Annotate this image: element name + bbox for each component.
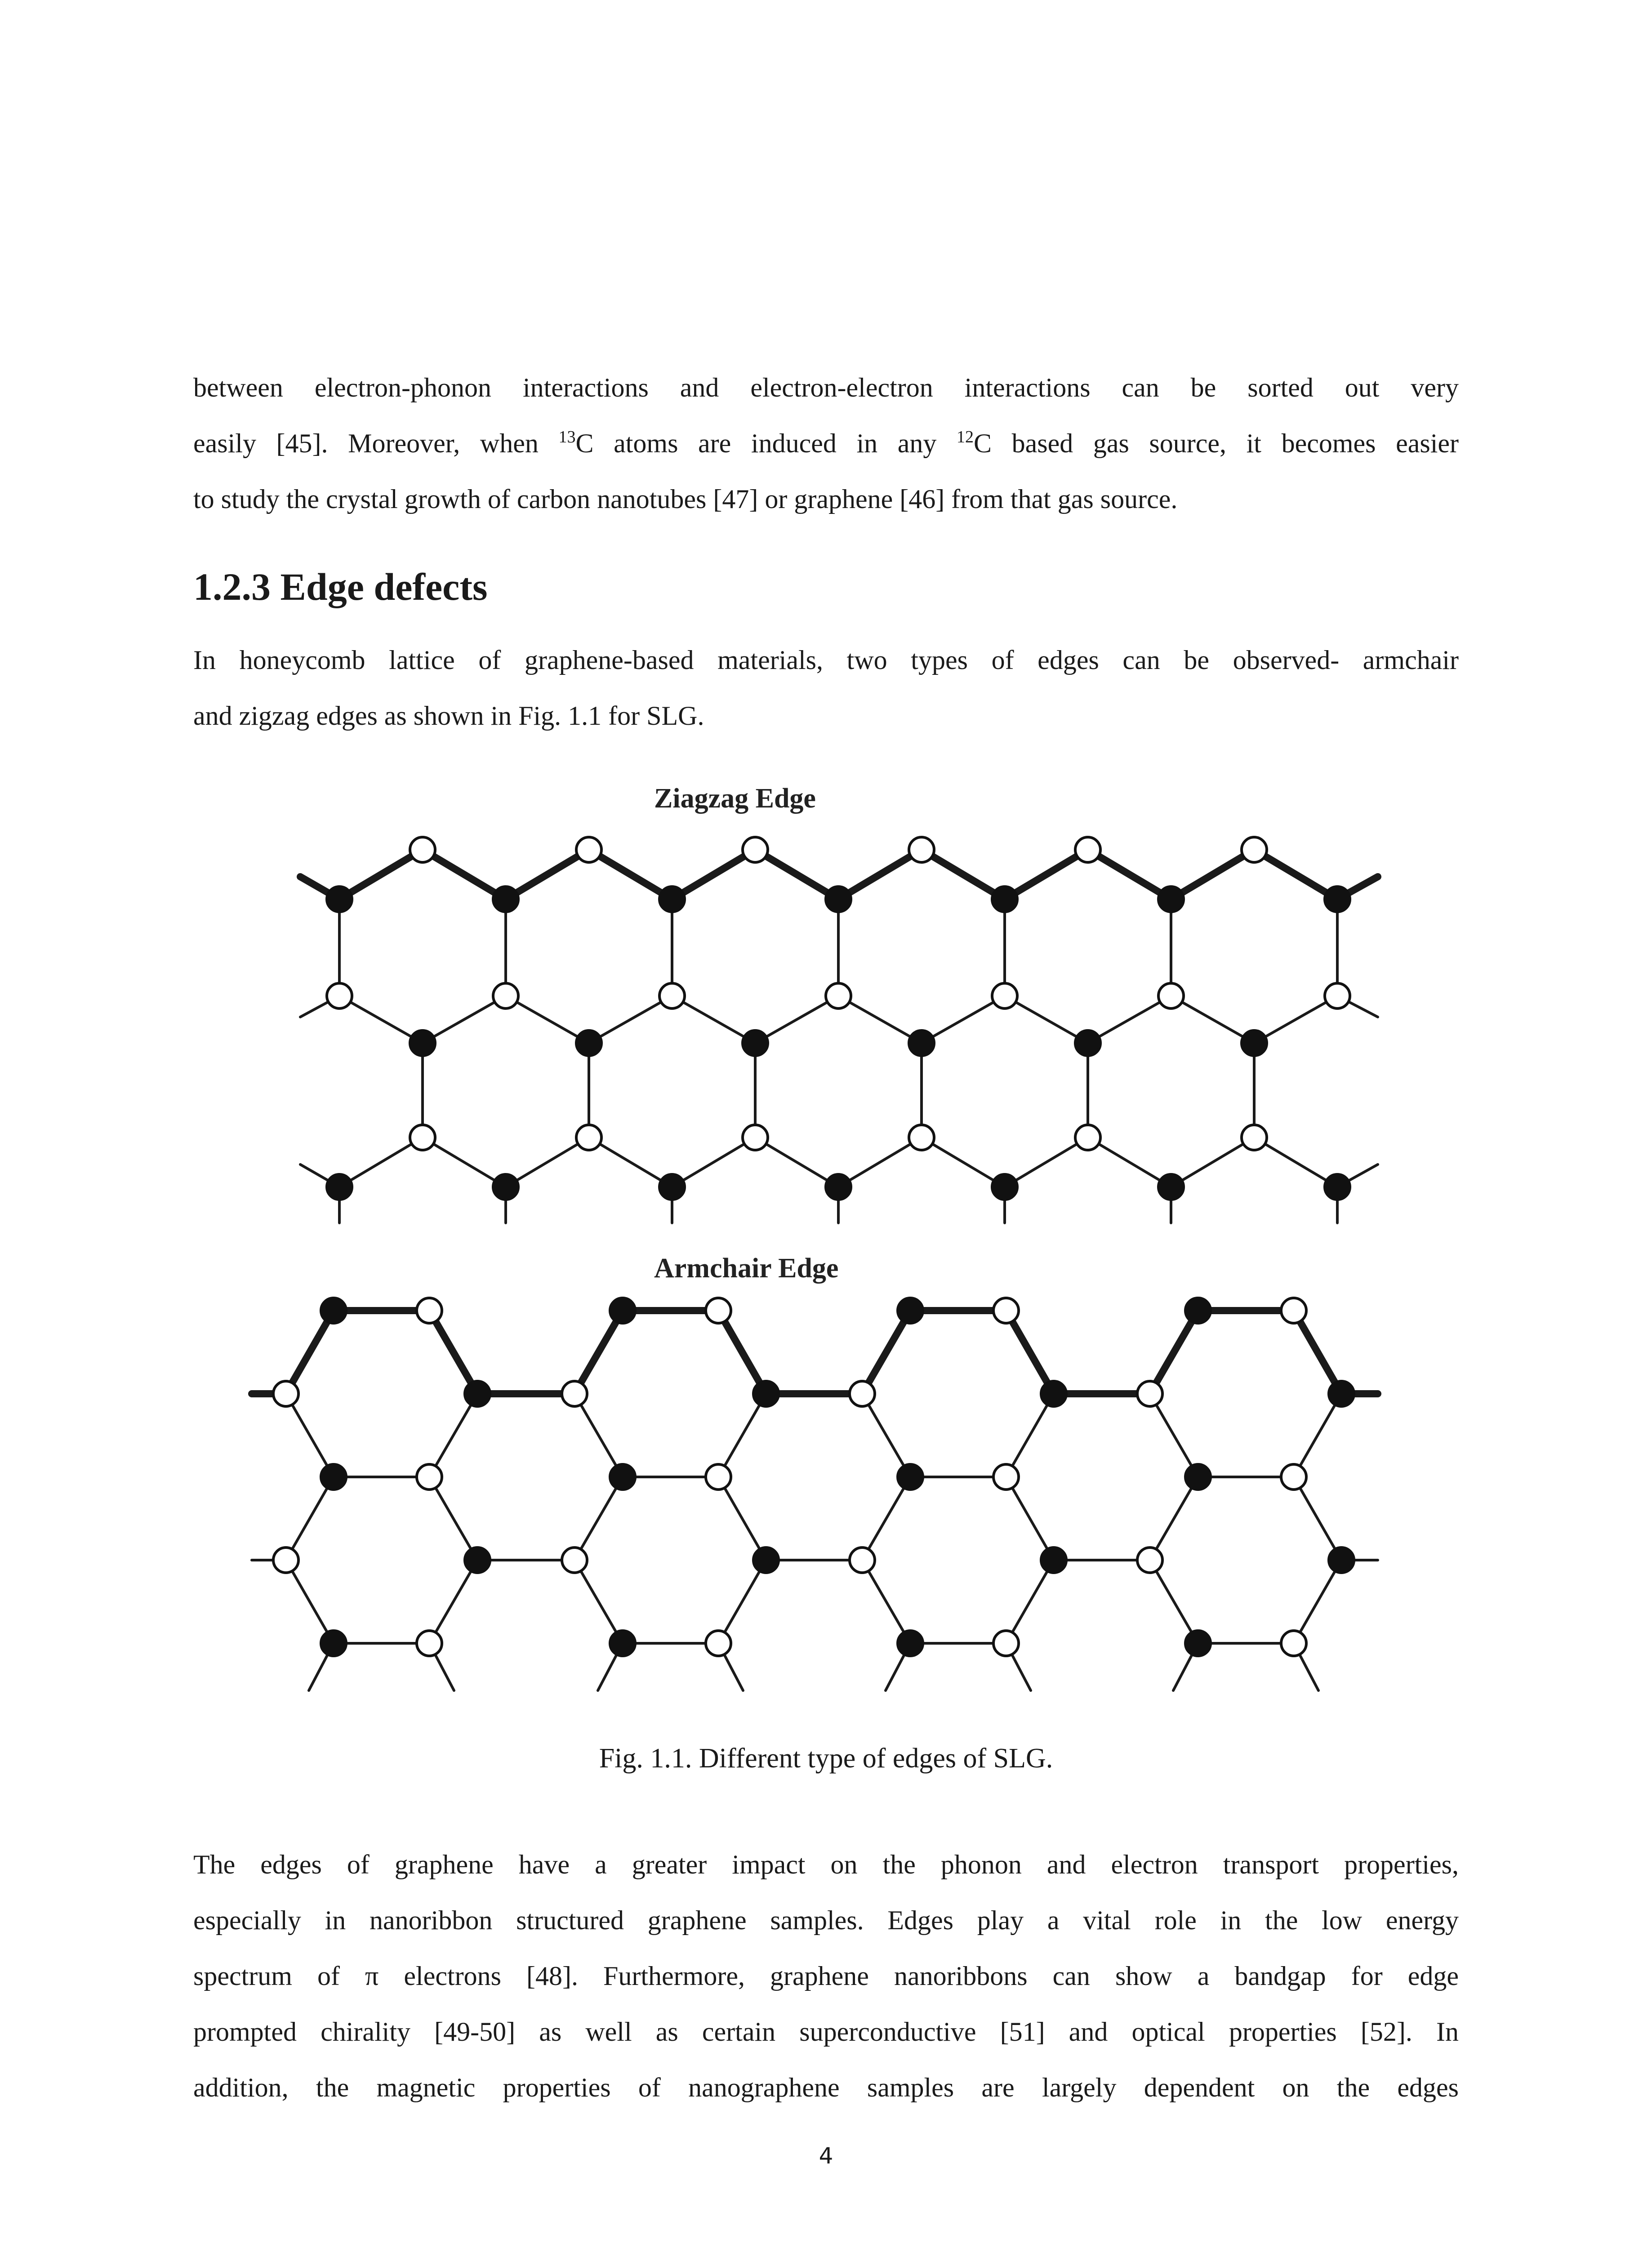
carbon-atom-open <box>417 1631 442 1656</box>
bond <box>755 1137 838 1187</box>
carbon-atom-filled <box>327 887 352 912</box>
edge-bond <box>1171 850 1254 899</box>
carbon-atom-filled <box>1329 1548 1354 1573</box>
carbon-atom-filled <box>992 1174 1017 1200</box>
carbon-atom-open <box>1137 1548 1162 1573</box>
edge-bond <box>506 850 589 899</box>
edge-bond <box>718 1311 766 1394</box>
carbon-atom-filled <box>898 1631 923 1656</box>
bond <box>1150 1477 1198 1560</box>
carbon-atom-filled <box>826 887 851 912</box>
bond <box>1254 996 1337 1043</box>
paragraph-edge-properties <box>193 1837 1459 2115</box>
carbon-atom-open <box>576 837 601 862</box>
carbon-atom-filled <box>1325 1174 1350 1200</box>
bond <box>718 1394 766 1477</box>
carbon-atom-filled <box>1329 1381 1354 1406</box>
text-fragment: C atoms are induced in any <box>575 428 957 458</box>
carbon-atom-filled <box>321 1298 346 1323</box>
carbon-atom-open <box>659 983 685 1008</box>
carbon-atom-filled <box>1185 1464 1211 1490</box>
armchair-lattice <box>252 1298 1378 1690</box>
carbon-atom-filled <box>1158 887 1184 912</box>
edge-bond <box>339 850 423 899</box>
figure-caption: Fig. 1.1. Different type of edges of SLG. <box>599 1743 1053 1774</box>
bond <box>423 1137 506 1187</box>
text-line: and zigzag edges as shown in Fig. 1.1 for SLG. <box>193 701 704 731</box>
carbon-atom-open <box>1325 983 1350 1008</box>
bond <box>718 1560 766 1643</box>
bond <box>574 1394 623 1477</box>
carbon-atom-filled <box>659 887 685 912</box>
carbon-atom-filled <box>576 1030 601 1056</box>
carbon-atom-open <box>992 983 1017 1008</box>
bond <box>672 996 755 1043</box>
carbon-atom-open <box>909 837 934 862</box>
text-line: to study the crystal growth of carbon nanotubes [47] or graphene [46] from that gas source. <box>193 484 1178 514</box>
carbon-atom-open <box>706 1631 731 1656</box>
text-line: especially in nanoribbon structured graphene samples. Edges play a vital role in the low energy <box>193 1905 1459 1935</box>
carbon-atom-filled <box>1075 1030 1100 1056</box>
edge-bond <box>1254 850 1337 899</box>
carbon-atom-open <box>850 1548 875 1573</box>
text-line: between electron-phonon interactions and electron-electron interactions can be sorted out very <box>193 373 1459 402</box>
section-heading: 1.2.3 Edge defects <box>193 565 488 608</box>
carbon-atom-filled <box>410 1030 435 1056</box>
edge-bond <box>429 1311 477 1394</box>
bond <box>1294 1394 1341 1477</box>
carbon-atom-open <box>273 1381 298 1406</box>
superscript: 12 <box>956 428 974 446</box>
carbon-atom-filled <box>327 1174 352 1200</box>
bond <box>1088 1137 1171 1187</box>
carbon-atom-filled <box>610 1298 635 1323</box>
edge-bond <box>286 1311 334 1394</box>
carbon-atom-open <box>993 1298 1019 1323</box>
carbon-atom-open <box>562 1548 587 1573</box>
carbon-atom-filled <box>659 1174 685 1200</box>
bond <box>838 1137 922 1187</box>
text-line: The edges of graphene have a greater impact on the phonon and electron transport properties, <box>193 1850 1459 1879</box>
bond <box>922 996 1005 1043</box>
bond <box>574 1560 623 1643</box>
edge-bond <box>1150 1311 1198 1394</box>
carbon-atom-open <box>410 837 435 862</box>
text-line: spectrum of π electrons [48]. Furthermore, graphene nanoribbons can show a bandgap for edge <box>193 1961 1459 1991</box>
bond <box>922 1137 1005 1187</box>
zigzag-title: Ziagzag Edge <box>654 783 816 814</box>
carbon-atom-filled <box>1041 1381 1066 1406</box>
bond <box>1294 1477 1341 1560</box>
bond <box>423 996 506 1043</box>
carbon-atom-filled <box>753 1381 779 1406</box>
carbon-atom-open <box>743 1125 768 1150</box>
carbon-atom-open <box>1137 1381 1162 1406</box>
carbon-atom-filled <box>898 1298 923 1323</box>
bond <box>1088 996 1171 1043</box>
carbon-atom-open <box>850 1381 875 1406</box>
edge-bond <box>672 850 755 899</box>
text-line: In honeycomb lattice of graphene-based materials, two types of edges can be observed- armchair <box>193 645 1459 675</box>
bond <box>1006 1560 1054 1643</box>
bond <box>1006 1477 1054 1560</box>
zigzag-lattice <box>300 837 1378 1223</box>
superscript: 13 <box>558 428 576 446</box>
bond <box>339 996 423 1043</box>
carbon-atom-open <box>706 1298 731 1323</box>
edge-bond <box>1005 850 1088 899</box>
carbon-atom-filled <box>610 1464 635 1490</box>
carbon-atom-filled <box>610 1631 635 1656</box>
armchair-title: Armchair Edge <box>654 1253 839 1284</box>
carbon-atom-open <box>417 1298 442 1323</box>
carbon-atom-filled <box>1185 1631 1211 1656</box>
carbon-atom-filled <box>493 887 518 912</box>
carbon-atom-filled <box>1185 1298 1211 1323</box>
carbon-atom-filled <box>1158 1174 1184 1200</box>
carbon-atom-open <box>1281 1298 1306 1323</box>
text-line: addition, the magnetic properties of nanographene samples are largely dependent on the edges <box>193 2073 1459 2102</box>
edge-bond <box>1088 850 1171 899</box>
carbon-atom-open <box>1242 837 1267 862</box>
bond <box>862 1560 910 1643</box>
bond <box>862 1394 910 1477</box>
bond <box>286 1477 334 1560</box>
bond <box>672 1137 755 1187</box>
carbon-atom-open <box>493 983 518 1008</box>
carbon-atom-filled <box>992 887 1017 912</box>
bond <box>574 1477 623 1560</box>
page-number: 4 <box>819 2143 833 2169</box>
bond <box>429 1560 477 1643</box>
bond <box>1294 1560 1341 1643</box>
carbon-atom-filled <box>1325 887 1350 912</box>
carbon-atom-filled <box>465 1381 490 1406</box>
bond <box>1005 996 1088 1043</box>
carbon-atom-open <box>743 837 768 862</box>
carbon-atom-open <box>993 1631 1019 1656</box>
bond <box>506 996 589 1043</box>
bond <box>1171 1137 1254 1187</box>
carbon-atom-filled <box>1041 1548 1066 1573</box>
edge-bond <box>755 850 838 899</box>
bond <box>1171 996 1254 1043</box>
carbon-atom-open <box>417 1464 442 1490</box>
bond <box>1005 1137 1088 1187</box>
bond <box>589 996 672 1043</box>
edge-bond <box>1294 1311 1341 1394</box>
carbon-atom-open <box>1075 1125 1100 1150</box>
edge-bond <box>574 1311 623 1394</box>
carbon-atom-filled <box>743 1030 768 1056</box>
carbon-atom-filled <box>753 1548 779 1573</box>
carbon-atom-open <box>826 983 851 1008</box>
edge-bond <box>862 1311 910 1394</box>
carbon-atom-open <box>327 983 352 1008</box>
carbon-atom-open <box>562 1381 587 1406</box>
carbon-atom-filled <box>321 1464 346 1490</box>
carbon-atom-open <box>1075 837 1100 862</box>
edge-bond <box>589 850 672 899</box>
bond <box>1006 1394 1054 1477</box>
bond <box>286 1560 334 1643</box>
carbon-atom-filled <box>493 1174 518 1200</box>
carbon-atom-open <box>410 1125 435 1150</box>
carbon-atom-open <box>273 1548 298 1573</box>
edge-bond <box>1006 1311 1054 1394</box>
bond <box>506 1137 589 1187</box>
bond <box>429 1477 477 1560</box>
carbon-atom-open <box>576 1125 601 1150</box>
text-fragment: easily [45]. Moreover, when <box>193 428 559 458</box>
bond <box>339 1137 423 1187</box>
edge-bond <box>423 850 506 899</box>
bond <box>838 996 922 1043</box>
carbon-atom-filled <box>826 1174 851 1200</box>
carbon-atom-open <box>706 1464 731 1490</box>
bond <box>589 1137 672 1187</box>
bond <box>286 1394 334 1477</box>
bond <box>1254 1137 1337 1187</box>
carbon-atom-open <box>1281 1631 1306 1656</box>
bond <box>755 996 838 1043</box>
carbon-atom-filled <box>1242 1030 1267 1056</box>
bond <box>1150 1394 1198 1477</box>
bond <box>718 1477 766 1560</box>
text-line: prompted chirality [49-50] as well as certain superconductive [51] and optical properties [52]. In <box>193 2017 1459 2047</box>
bond <box>429 1394 477 1477</box>
edge-bond <box>838 850 922 899</box>
text-fragment: C based gas source, it becomes easier <box>973 428 1459 458</box>
carbon-atom-filled <box>898 1464 923 1490</box>
carbon-atom-open <box>909 1125 934 1150</box>
bond <box>862 1477 910 1560</box>
carbon-atom-open <box>1158 983 1184 1008</box>
carbon-atom-open <box>1242 1125 1267 1150</box>
bond <box>1150 1560 1198 1643</box>
carbon-atom-filled <box>909 1030 934 1056</box>
carbon-atom-open <box>1281 1464 1306 1490</box>
carbon-atom-filled <box>321 1631 346 1656</box>
edge-bond <box>922 850 1005 899</box>
carbon-atom-filled <box>465 1548 490 1573</box>
carbon-atom-open <box>993 1464 1019 1490</box>
